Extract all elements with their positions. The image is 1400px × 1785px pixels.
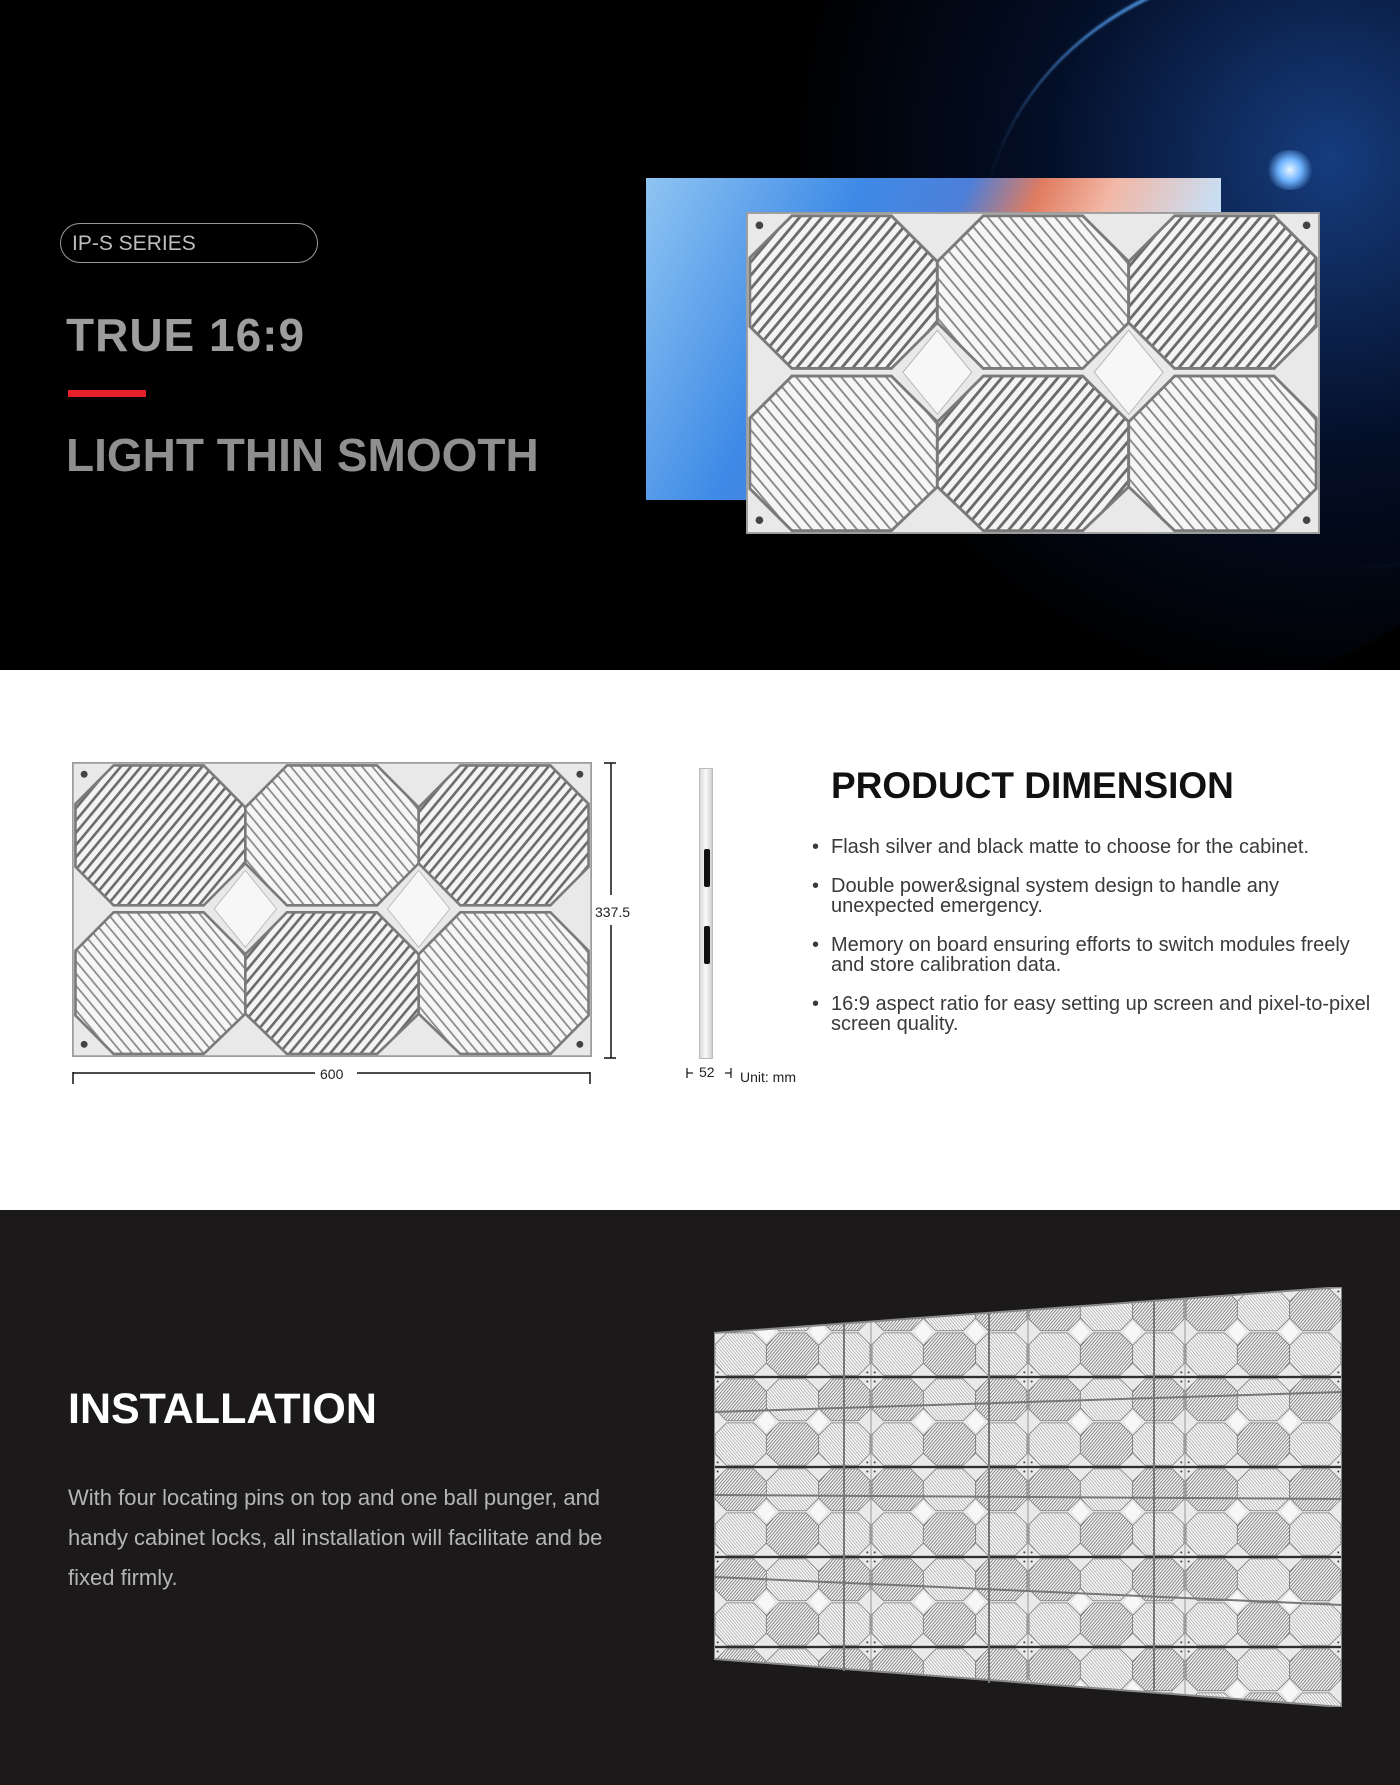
unit-label: Unit: mm <box>740 1069 796 1085</box>
series-badge: IP-S SERIES <box>60 223 318 263</box>
feature-item: • Double power&signal system design to handle any unexpected emergency. <box>812 875 1280 917</box>
light-flare <box>1265 150 1315 190</box>
led-wall-image <box>714 1287 1342 1707</box>
installation-title: INSTALLATION <box>68 1385 377 1433</box>
cabinet-back-image <box>746 212 1320 534</box>
feature-list <box>812 837 1372 1053</box>
hero-title: TRUE 16:9 <box>66 309 306 361</box>
installation-text: With four locating pins on top and one ball punger, and handy cabinet locks, all installation will facilitate and be fixed firmly. <box>68 1485 603 1590</box>
side-slot <box>704 849 710 887</box>
accent-divider <box>68 390 146 397</box>
depth-label: 52 <box>699 1064 715 1080</box>
dimension-title: PRODUCT DIMENSION <box>831 765 1234 806</box>
feature-item: • 16:9 aspect ratio for easy setting up screen and pixel-to-pixel screen quality. <box>812 993 1371 1035</box>
hero-subtitle: LIGHT THIN SMOOTH <box>66 429 539 481</box>
height-label: 337.5 <box>595 904 631 920</box>
feature-item: • Memory on board ensuring efforts to switch modules freely and store calibration data. <box>812 934 1350 976</box>
dimension-lines <box>60 755 740 1095</box>
side-slot <box>704 926 710 964</box>
width-label: 600 <box>320 1066 344 1082</box>
cabinet-side-drawing <box>699 768 713 1059</box>
feature-item: • Flash silver and black matte to choose for the cabinet. <box>812 836 1310 858</box>
